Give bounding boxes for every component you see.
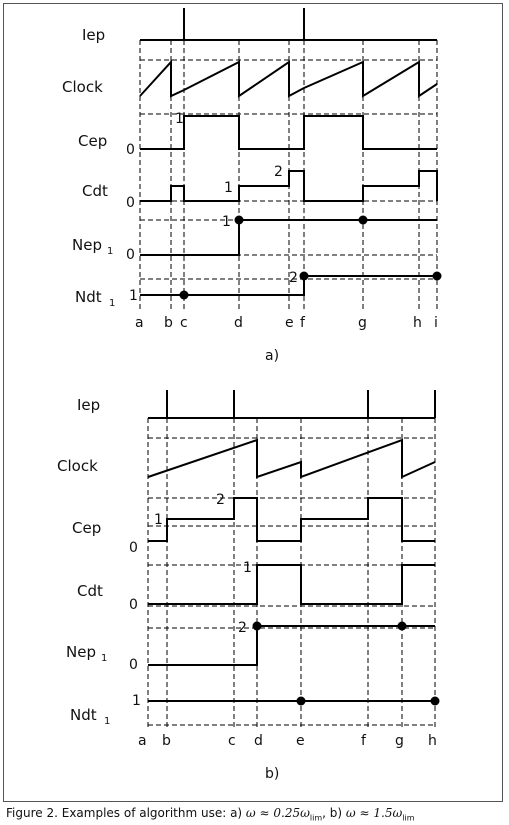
tick-g: g (395, 733, 404, 749)
b-nep-dot-d (253, 622, 262, 631)
b-nep-signal (148, 626, 435, 665)
caption-mid: , b) (322, 806, 346, 820)
row-label-cdt: Cdt (82, 182, 108, 200)
caption-text: Examples of algorithm use: a) (61, 806, 246, 820)
tick-d: d (234, 315, 243, 331)
a-ndt-dot-f (300, 272, 309, 281)
tick-b: b (164, 315, 173, 331)
timing-diagram-a (0, 0, 509, 400)
level-zero-cep: 0 (126, 142, 135, 158)
caption-formula-a: ω ≈ 0.25ω (245, 806, 310, 820)
tick-c: c (180, 315, 188, 331)
level-zero-cdt: 0 (126, 195, 135, 211)
row-label-clock: Clock (57, 457, 98, 475)
tick-c: c (228, 733, 236, 749)
tick-f: f (361, 733, 366, 749)
caption-sub-b: lim (402, 813, 415, 823)
b-nep-dot-g (398, 622, 407, 631)
caption-formula-b: ω ≈ 1.5ω (345, 806, 403, 820)
row-label-cep: Cep (78, 132, 108, 150)
caption-prefix: Figure 2. (6, 806, 58, 820)
b-cdt-signal (148, 565, 435, 604)
level-two-nep: 2 (238, 620, 247, 636)
a-nep-dot-d (235, 216, 244, 225)
level-one-nep: 1 (222, 214, 231, 230)
subtitle-a: a) (265, 348, 280, 364)
a-ndt-dot-i (433, 272, 442, 281)
tick-d: d (254, 733, 263, 749)
row-label-cep: Cep (72, 519, 102, 537)
tick-a: a (135, 315, 144, 331)
tick-h: h (413, 315, 422, 331)
tick-e: e (296, 733, 305, 749)
level-one-cdt: 1 (224, 180, 233, 196)
row-subscript-nep: 1 (101, 653, 108, 664)
level-zero-nep: 0 (126, 247, 135, 263)
tick-b: b (162, 733, 171, 749)
tick-h: h (428, 733, 437, 749)
level-one-ndt: 1 (129, 288, 138, 304)
figure-caption (6, 806, 415, 822)
a-clock-sawtooth (140, 62, 437, 96)
tick-i: i (434, 315, 438, 331)
level-zero-cep: 0 (129, 540, 138, 556)
a-ndt-dot-c (180, 291, 189, 300)
tick-f: f (300, 315, 305, 331)
row-subscript-nep: 1 (107, 246, 114, 257)
b-clock-sawtooth (148, 440, 435, 477)
row-label-clock: Clock (62, 78, 103, 96)
diagram-a-labels (62, 26, 438, 364)
level-zero-cdt: 0 (129, 597, 138, 613)
row-subscript-ndt: 1 (104, 716, 111, 727)
diagram-b-labels (57, 396, 437, 780)
level-zero-nep: 0 (129, 657, 138, 673)
level-one-ndt: 1 (132, 693, 141, 709)
level-two-cep: 2 (216, 492, 225, 508)
level-one-cep: 1 (154, 512, 163, 528)
b-ndt-dot-h (431, 697, 440, 706)
subtitle-b: b) (265, 766, 280, 780)
caption-sub-a: lim (309, 813, 323, 823)
level-one-cep: 1 (175, 111, 184, 127)
tick-g: g (358, 315, 367, 331)
level-one-cdt: 1 (243, 560, 252, 576)
tick-a: a (138, 733, 147, 749)
row-label-iep: Iep (77, 396, 101, 414)
row-label-nep: Nep (72, 236, 102, 254)
tick-e: e (285, 315, 294, 331)
row-label-ndt: Ndt (70, 706, 97, 724)
row-label-ndt: Ndt (75, 288, 102, 306)
level-two-ndt: 2 (289, 270, 298, 286)
row-label-nep: Nep (66, 643, 96, 661)
timing-diagram-b (0, 380, 509, 780)
b-cep-signal (148, 498, 435, 541)
diagram-a-signals (140, 8, 442, 300)
level-two-cdt: 2 (274, 164, 283, 180)
row-label-cdt: Cdt (77, 582, 103, 600)
diagram-b-signals (148, 390, 440, 706)
row-label-iep: Iep (82, 26, 106, 44)
a-nep-dot-g (359, 216, 368, 225)
b-ndt-dot-e (297, 697, 306, 706)
row-subscript-ndt: 1 (109, 298, 116, 309)
